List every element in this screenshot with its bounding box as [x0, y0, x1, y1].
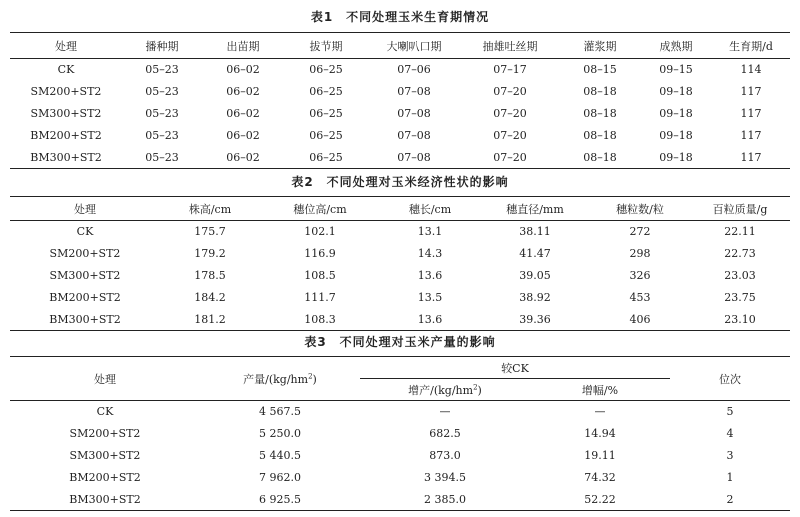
table3-header-increase-close: ): [477, 383, 482, 397]
table3-header-increase: [360, 379, 530, 401]
table2-header-cell: 穗位高/cm: [293, 202, 347, 216]
table1-cell: 07–08: [397, 85, 431, 98]
table3-row: [10, 401, 790, 423]
table1-cell: 05–23: [145, 150, 179, 164]
table2-cell: 181.2: [194, 312, 226, 326]
table2-cell: 108.3: [304, 312, 336, 326]
table1-cell: BM200+ST2: [30, 129, 102, 142]
table3-row: [10, 467, 790, 489]
table2-cell: SM200+ST2: [49, 247, 121, 260]
table1-cell: 06–02: [226, 129, 260, 142]
table2-row: [10, 309, 790, 331]
table1-cell: 06–02: [226, 150, 260, 164]
table1-cell: BM300+ST2: [30, 150, 102, 164]
table1-cell: 06–02: [226, 107, 260, 120]
table2-cell: SM300+ST2: [49, 269, 121, 282]
table3-cell: 3: [726, 449, 734, 462]
table2-cell: 179.2: [194, 247, 226, 260]
table1-cell: 117: [740, 150, 762, 164]
table1-cell: CK: [57, 63, 75, 77]
table2-row: [10, 221, 790, 243]
table1-cell: 06–25: [309, 85, 343, 98]
table2-cell: 13.5: [417, 291, 443, 304]
table2-row: [10, 287, 790, 309]
table1-header-cell: 出苗期: [226, 39, 260, 53]
table3-cell: 5 440.5: [259, 449, 301, 462]
table1-cell: 09–18: [659, 107, 693, 120]
table3-cell: 2 385.0: [424, 492, 466, 506]
table1-header-cell: 成熟期: [659, 39, 693, 53]
table3-cell: 2: [726, 492, 734, 506]
table1-header-cell: 灌浆期: [583, 39, 617, 53]
table3-header-yield: [200, 357, 360, 401]
table2-cell: 23.03: [724, 269, 756, 282]
table1-cell: 08–18: [583, 85, 617, 98]
table2-cell: 22.73: [724, 247, 756, 260]
table3: [10, 356, 790, 511]
table1-header-row: [10, 33, 790, 59]
table2-row: [10, 265, 790, 287]
table1-header-cell: 生育期/d: [729, 39, 773, 53]
table1-cell: 07–08: [397, 107, 431, 120]
table1-row: [10, 147, 790, 169]
table3-cell: —: [594, 405, 606, 419]
table3-cell: 682.5: [429, 427, 461, 440]
table3-header-yield-close: ): [312, 372, 317, 386]
table2-cell: 39.36: [519, 312, 551, 326]
table3-cell: 4 567.5: [259, 405, 301, 419]
table1-row: [10, 125, 790, 147]
table2-cell: 184.2: [194, 291, 226, 304]
table1-cell: 08–15: [583, 63, 617, 77]
table2-cell: BM200+ST2: [49, 291, 121, 304]
table2: [10, 196, 790, 331]
table2-cell: 23.75: [724, 291, 756, 304]
table3-cell: SM200+ST2: [69, 427, 141, 440]
table1-cell: 09–18: [659, 150, 693, 164]
table1-cell: SM200+ST2: [30, 85, 102, 98]
table1-cell: 07–20: [493, 107, 527, 120]
table1-cell: 09–18: [659, 129, 693, 142]
table2-header-cell: 处理: [74, 202, 96, 216]
table3-row: [10, 445, 790, 467]
table3-cell: 3 394.5: [424, 471, 466, 484]
table3-header-rate: 增幅/%: [581, 383, 619, 397]
table2-cell: 326: [629, 269, 651, 282]
table3-header-yield-sup: 2: [308, 371, 313, 380]
table2-cell: 38.11: [519, 225, 551, 239]
table2-cell: 298: [629, 247, 651, 260]
table1-cell: 07–17: [493, 63, 527, 77]
table3-header-row: [10, 357, 790, 379]
table2-cell: 272: [629, 225, 651, 239]
table2-cell: 13.1: [417, 225, 443, 239]
table2-header-cell: 百粒质量/g: [712, 202, 768, 216]
table2-cell: 406: [629, 312, 651, 326]
table1-cell: 08–18: [583, 107, 617, 120]
table2-cell: 22.11: [724, 225, 756, 239]
table3-header-yield-text: 产量/(kg/hm: [243, 372, 309, 386]
table1-header-cell: 处理: [55, 39, 77, 53]
table3-cell: 5 250.0: [259, 427, 301, 440]
table3-cell: 7 962.0: [259, 471, 301, 484]
table3-row: [10, 423, 790, 445]
table1-row: [10, 103, 790, 125]
table2-cell: CK: [76, 225, 94, 239]
table1-cell: 07–20: [493, 129, 527, 142]
table1-header-cell: 拔节期: [309, 39, 343, 53]
table3-header-vs-ck: 较CK: [360, 357, 670, 379]
table2-cell: 116.9: [304, 247, 336, 260]
table1-cell: 07–20: [493, 150, 527, 164]
table2-cell: 111.7: [304, 291, 336, 304]
table2-cell: 178.5: [194, 269, 226, 282]
table3-cell: BM200+ST2: [69, 471, 141, 484]
table3-cell: 4: [726, 427, 734, 440]
table2-cell: 23.10: [724, 312, 756, 326]
table1-cell: 06–25: [309, 63, 343, 77]
table2-cell: 13.6: [417, 269, 443, 282]
table2-header-cell: 穗直径/mm: [506, 202, 564, 216]
table1-row: [10, 59, 790, 81]
table1-cell: 05–23: [145, 129, 179, 142]
table3-header-increase-text: 增产/(kg/hm: [408, 383, 474, 397]
table2-row: [10, 243, 790, 265]
table3-cell: 6 925.5: [259, 492, 301, 506]
table3-cell: 5: [726, 405, 734, 419]
table1-cell: 07–06: [397, 63, 431, 77]
table2-cell: BM300+ST2: [49, 312, 121, 326]
table1-cell: 117: [740, 85, 762, 98]
table1-cell: 117: [740, 129, 762, 142]
table1-cell: 07–08: [397, 150, 431, 164]
table1-cell: 09–15: [659, 63, 693, 77]
table2-cell: 102.1: [304, 225, 336, 239]
table2-cell: 39.05: [519, 269, 551, 282]
table1-header-cell: 大喇叭口期: [386, 39, 442, 53]
table1-cell: 06–02: [226, 85, 260, 98]
table1-cell: 05–23: [145, 63, 179, 77]
table1-row: [10, 81, 790, 103]
table2-header-row: [10, 197, 790, 221]
table3-cell: SM300+ST2: [69, 449, 141, 462]
table3-cell: —: [439, 405, 451, 419]
table3-row: [10, 489, 790, 511]
table3-cell: BM300+ST2: [69, 492, 141, 506]
table2-cell: 38.92: [519, 291, 551, 304]
table1-cell: 06–25: [309, 150, 343, 164]
table1-cell: 07–08: [397, 129, 431, 142]
table1-cell: 08–18: [583, 129, 617, 142]
table1-cell: 114: [740, 63, 762, 77]
table3-cell: 74.32: [584, 471, 616, 484]
table2-cell: 175.7: [194, 225, 226, 239]
table1-header-cell: 播种期: [145, 39, 179, 53]
table1-cell: 06–25: [309, 129, 343, 142]
table3-header-rank: 位次: [670, 357, 790, 401]
table1-cell: 08–18: [583, 150, 617, 164]
table2-cell: 41.47: [519, 247, 551, 260]
table3-header-treatment: 处理: [10, 357, 200, 401]
table1-cell: 09–18: [659, 85, 693, 98]
table1-cell: 117: [740, 107, 762, 120]
table3-cell: 873.0: [429, 449, 461, 462]
table3-caption: 表3 不同处理对玉米产量的影响: [304, 335, 496, 349]
table2-cell: 453: [629, 291, 651, 304]
table1: [10, 32, 790, 169]
table1-caption: 表1 不同处理玉米生育期情况: [310, 10, 490, 24]
table2-cell: 14.3: [417, 247, 443, 260]
table2-header-cell: 株高/cm: [188, 202, 232, 216]
table1-cell: 07–20: [493, 85, 527, 98]
table3-cell: 19.11: [584, 449, 616, 462]
table1-cell: 06–02: [226, 63, 260, 77]
table3-cell: 52.22: [584, 492, 616, 506]
table2-header-cell: 穗长/cm: [408, 202, 452, 216]
table1-header-cell: 抽雄吐丝期: [482, 39, 538, 53]
table3-cell: 14.94: [584, 427, 616, 440]
table3-cell: 1: [726, 471, 734, 484]
table3-cell: CK: [96, 405, 114, 419]
table1-cell: 05–23: [145, 85, 179, 98]
table2-caption: 表2 不同处理对玉米经济性状的影响: [291, 175, 509, 189]
table1-cell: SM300+ST2: [30, 107, 102, 120]
table2-cell: 13.6: [417, 312, 443, 326]
table1-cell: 05–23: [145, 107, 179, 120]
table3-header-increase-sup: 2: [473, 382, 478, 391]
table1-cell: 06–25: [309, 107, 343, 120]
table2-cell: 108.5: [304, 269, 336, 282]
table2-header-cell: 穗粒数/粒: [616, 202, 664, 216]
